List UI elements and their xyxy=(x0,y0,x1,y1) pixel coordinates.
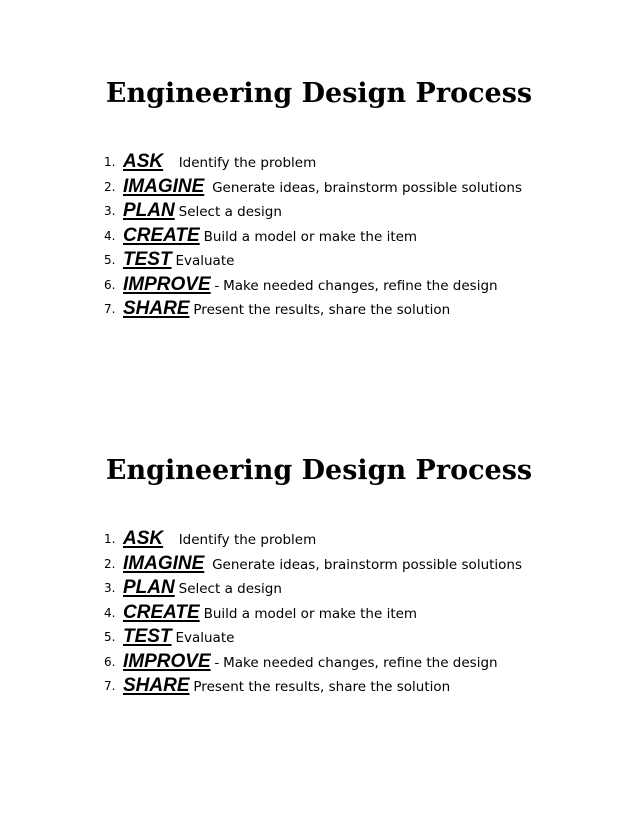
page-title: Engineering Design Process xyxy=(105,78,533,109)
step-description: Make needed changes, refine the design xyxy=(223,654,498,671)
step-description: Present the results, share the solution xyxy=(193,302,451,318)
step-description: Select a design xyxy=(178,204,282,220)
step-separator: - xyxy=(210,276,224,293)
step-keyword: SHARE xyxy=(123,675,190,696)
step-description: Present the results, share the solution xyxy=(193,679,451,695)
step-keyword: CREATE xyxy=(123,601,200,623)
step-number: 6. xyxy=(104,277,116,292)
page-title: Engineering Design Process xyxy=(105,455,533,486)
step-separator xyxy=(204,179,212,195)
step-keyword: PLAN xyxy=(123,577,175,598)
step-separator: - xyxy=(210,653,224,670)
step-keyword: ASK xyxy=(123,151,164,172)
step-number: 1. xyxy=(104,532,116,546)
step-description: Build a model or make the item xyxy=(203,228,418,245)
step-number: 2. xyxy=(104,179,116,194)
step-description: Identify the problem xyxy=(178,155,317,171)
step-number: 7. xyxy=(104,679,116,693)
step-keyword: IMPROVE xyxy=(123,650,211,672)
step-description: Generate ideas, brainstorm possible solutions xyxy=(212,179,523,196)
step-number: 3. xyxy=(104,204,116,218)
step-description: Identify the problem xyxy=(178,532,317,548)
step-description: Generate ideas, brainstorm possible solutions xyxy=(212,556,523,573)
step-number: 2. xyxy=(104,556,116,571)
step-description: Evaluate xyxy=(175,253,235,269)
step-number: 6. xyxy=(104,654,116,669)
step-keyword: TEST xyxy=(123,626,172,647)
step-keyword: ASK xyxy=(123,528,164,549)
step-separator xyxy=(163,154,179,170)
step-description: Evaluate xyxy=(175,630,235,646)
step-keyword: IMPROVE xyxy=(123,273,211,295)
step-keyword: IMAGINE xyxy=(123,552,205,574)
step-description: Make needed changes, refine the design xyxy=(223,277,498,294)
step-number: 5. xyxy=(104,253,116,267)
step-number: 5. xyxy=(104,630,116,644)
step-number: 4. xyxy=(104,228,116,243)
step-separator xyxy=(163,531,179,547)
step-separator xyxy=(204,556,212,572)
step-keyword: TEST xyxy=(123,249,172,270)
step-description: Build a model or make the item xyxy=(203,605,418,622)
step-keyword: IMAGINE xyxy=(123,175,205,197)
step-keyword: PLAN xyxy=(123,200,175,221)
step-number: 4. xyxy=(104,605,116,620)
step-number: 7. xyxy=(104,302,116,316)
step-keyword: SHARE xyxy=(123,298,190,319)
step-description: Select a design xyxy=(178,581,282,597)
step-keyword: CREATE xyxy=(123,224,200,246)
step-number: 3. xyxy=(104,581,116,595)
step-number: 1. xyxy=(104,155,116,169)
